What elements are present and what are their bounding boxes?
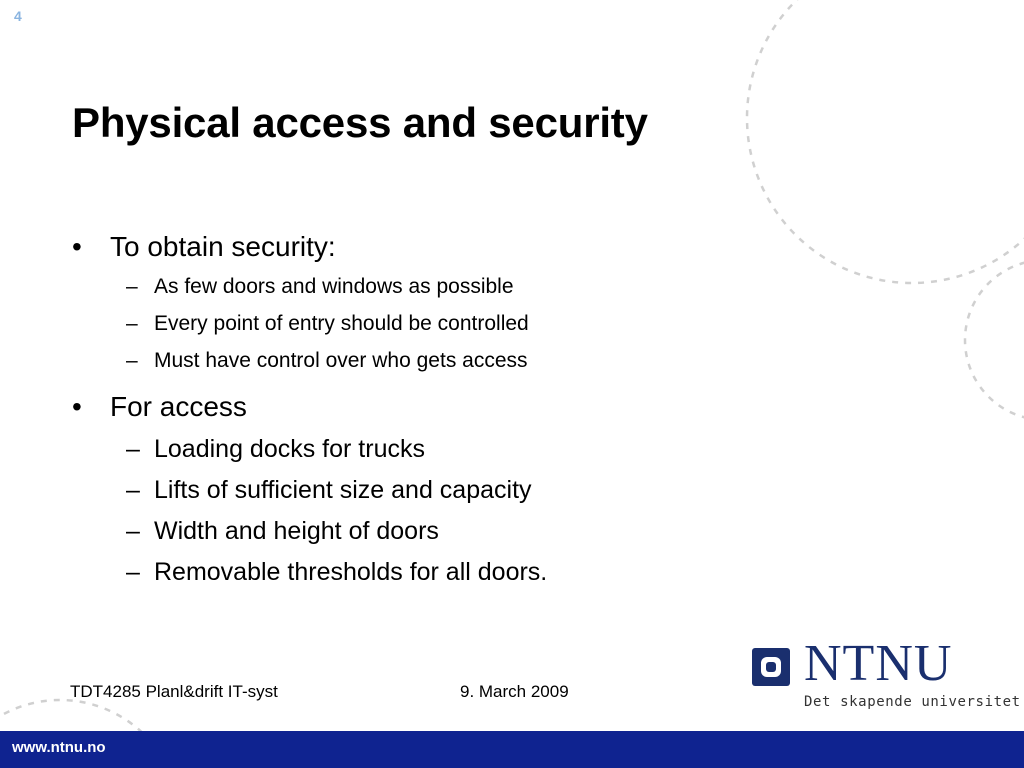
sub-item: – Lifts of sufficient size and capacity — [110, 470, 547, 511]
deco-circle-top-right — [747, 0, 1024, 283]
footer-course: TDT4285 Planl&drift IT-syst — [70, 682, 278, 701]
footer-url-link[interactable]: www.ntnu.no — [12, 739, 106, 756]
bullet-list — [72, 228, 547, 593]
sub-list — [110, 268, 547, 379]
logo-inner-square — [766, 662, 776, 672]
footer-date: 9. March 2009 — [460, 682, 569, 701]
logo-wordmark: NTNU — [804, 635, 953, 692]
bullet-item — [72, 388, 547, 593]
sub-item: – Removable thresholds for all doors. — [110, 552, 547, 593]
slide-number: 4 — [14, 8, 22, 24]
ntnu-logo — [752, 635, 1021, 716]
bullet-text: For access — [110, 391, 247, 422]
sub-item: – Every point of entry should be controlled — [110, 305, 547, 342]
sub-item: – Must have control over who gets access — [110, 342, 547, 379]
slide-title: Physical access and security — [72, 99, 648, 146]
bullet-item — [72, 228, 547, 379]
bottom-bar — [0, 731, 1024, 768]
sub-list — [110, 429, 547, 593]
sub-item: – Width and height of doors — [110, 511, 547, 552]
deco-circle-right — [965, 260, 1024, 420]
sub-item: – As few doors and windows as possible — [110, 268, 547, 305]
bullet-text: To obtain security: — [110, 231, 336, 262]
logo-tagline: Det skapende universitet — [804, 694, 1021, 710]
sub-item: – Loading docks for trucks — [110, 429, 547, 470]
